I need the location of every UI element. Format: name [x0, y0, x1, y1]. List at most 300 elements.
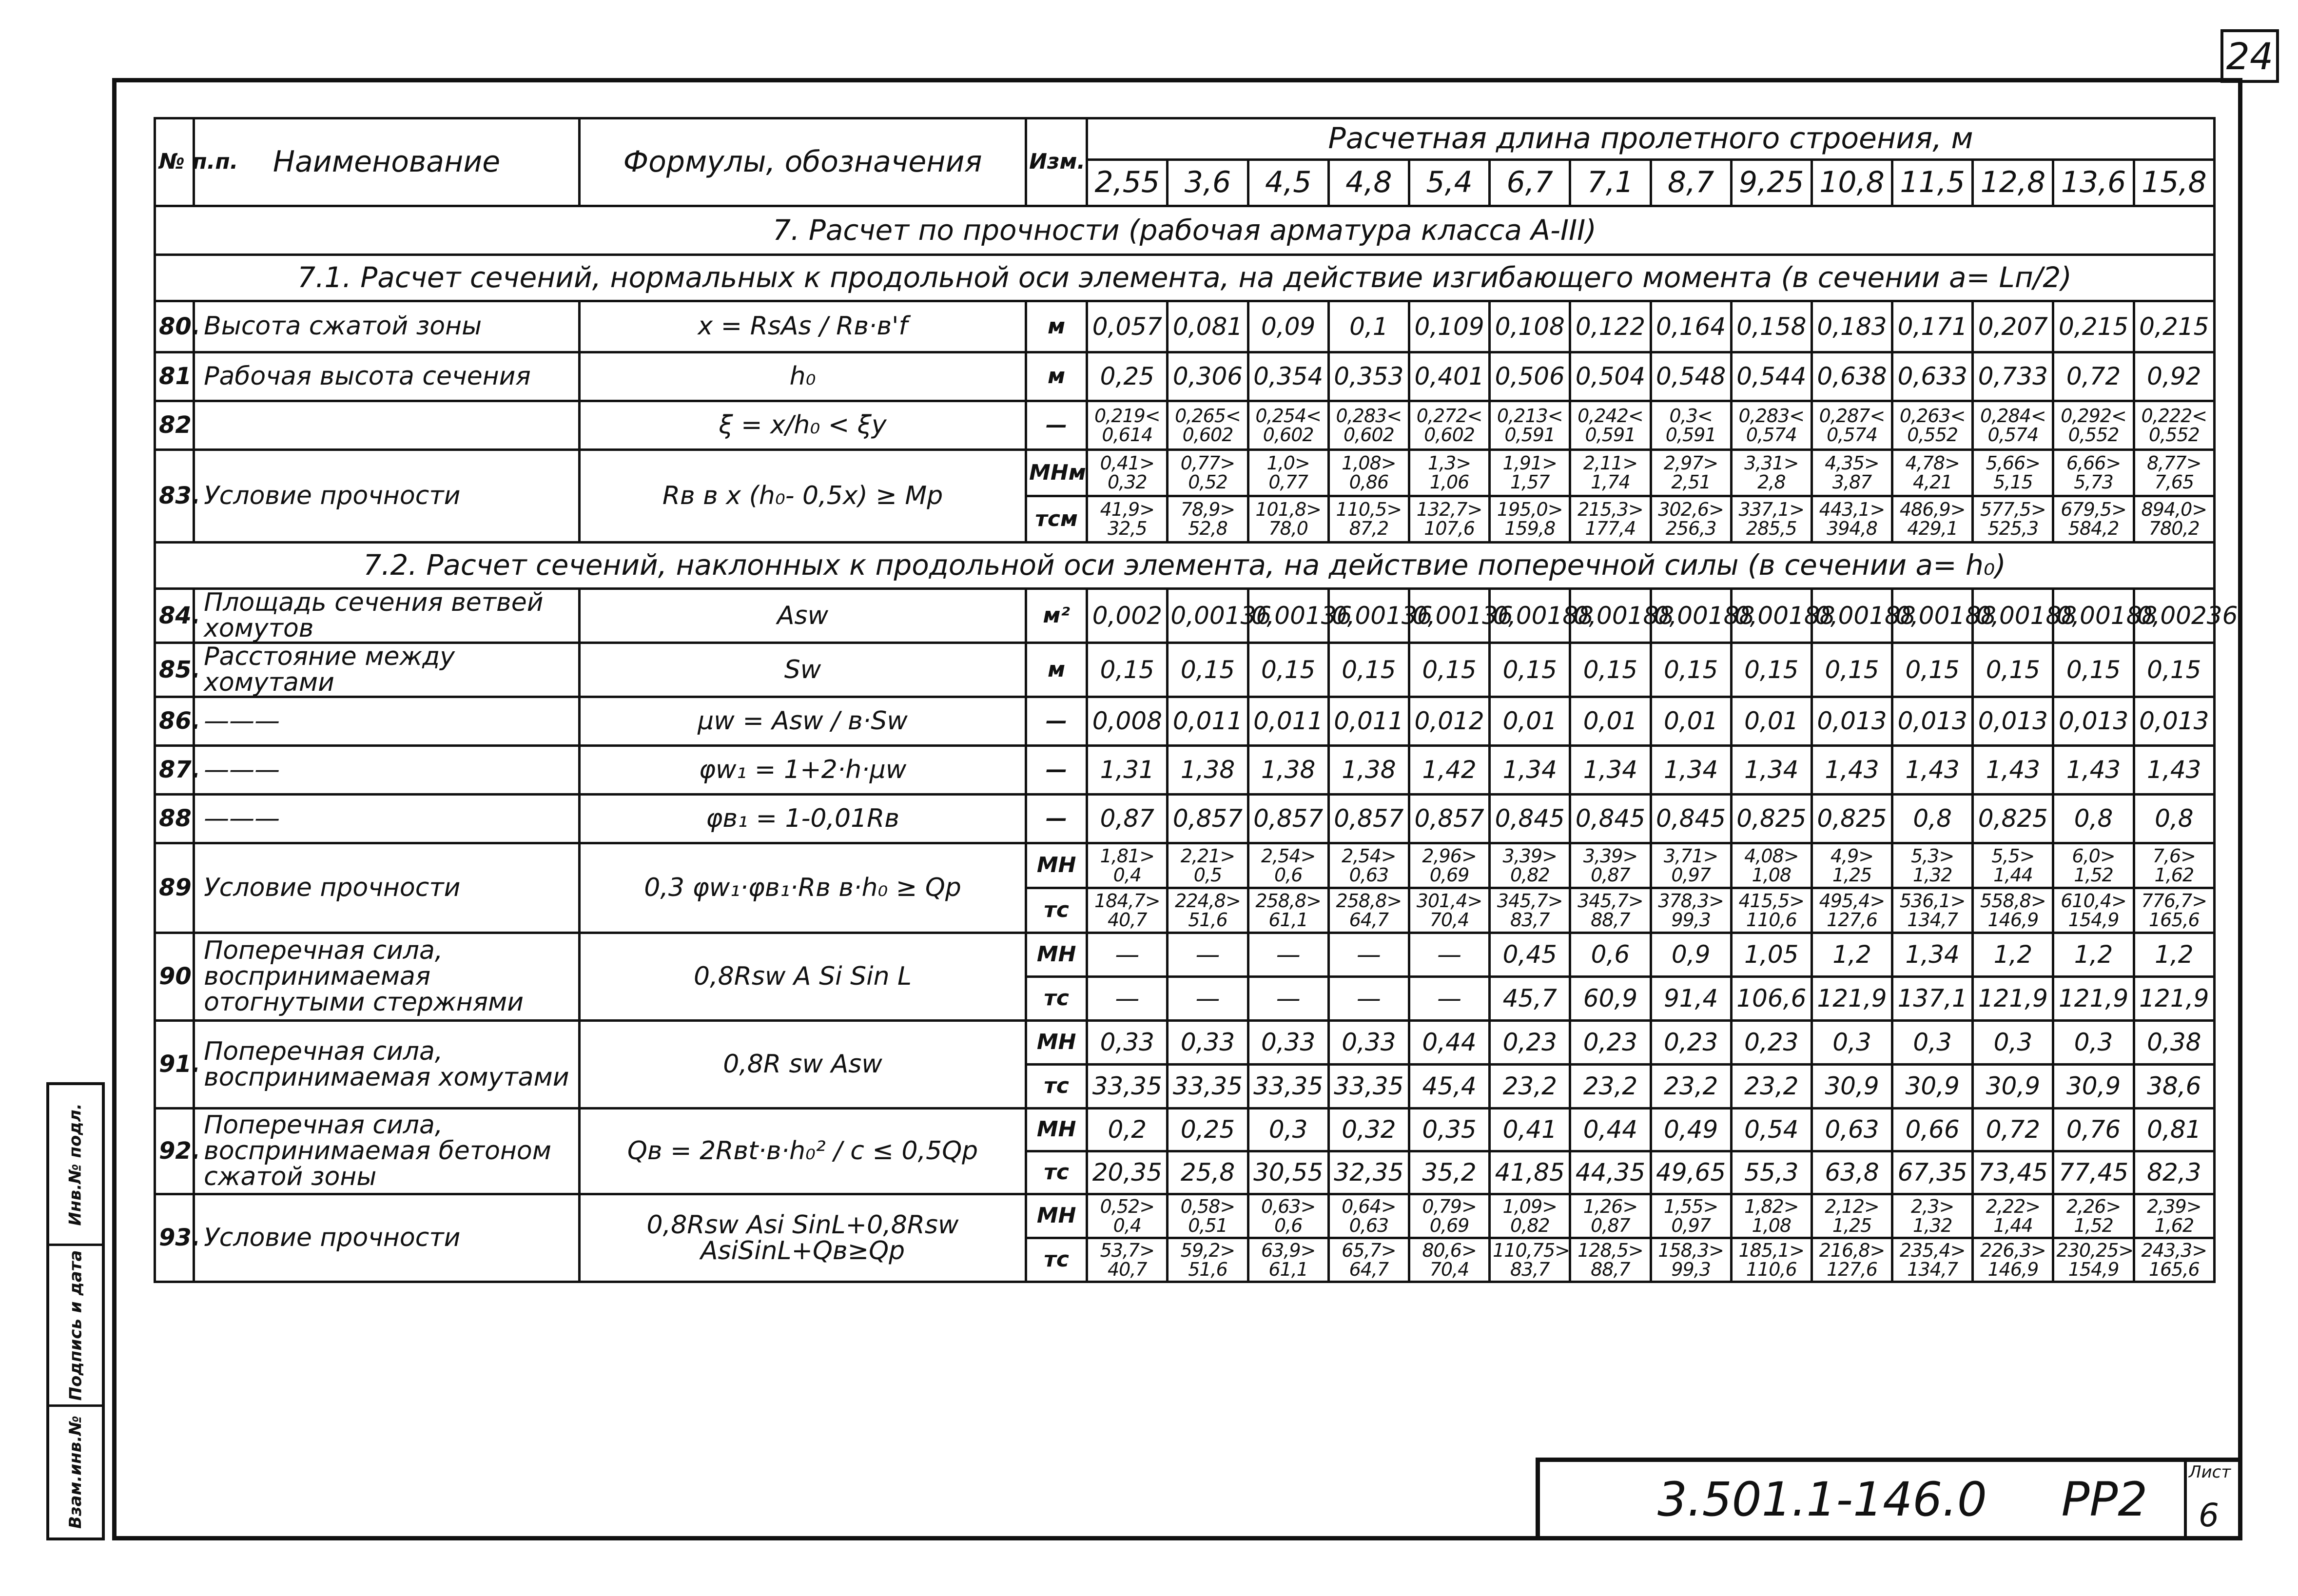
row-number: 92.	[155, 1109, 194, 1194]
value-cell: 1,26> 0,87	[1570, 1194, 1651, 1238]
header-spans-title: Расчетная длина пролетного строения, м	[1087, 118, 2215, 160]
value-cell: 1,31	[1087, 746, 1168, 795]
value-cell: 0,638	[1811, 352, 1892, 401]
value-cell: —	[1409, 977, 1489, 1021]
value-cell: 0,8	[1892, 795, 1973, 843]
value-cell: 91,4	[1651, 977, 1731, 1021]
sheet-number: 6	[2199, 1497, 2219, 1534]
section-7-title: 7. Расчет по прочности (рабочая арматура класса А-III)	[155, 206, 2215, 255]
value-cell: 0,213< 0,591	[1490, 401, 1570, 450]
value-cell: 215,3> 177,4	[1570, 496, 1651, 543]
value-cell: 0,45	[1490, 933, 1570, 977]
value-cell: 0,215	[2134, 301, 2214, 352]
value-cell: 106,6	[1731, 977, 1811, 1021]
value-cell: 0,215	[2053, 301, 2134, 352]
value-cell: 1,34	[1570, 746, 1651, 795]
row-number: 80.	[155, 301, 194, 352]
value-cell: 35,2	[1409, 1151, 1489, 1194]
value-cell: 1,2	[2053, 933, 2134, 977]
value-cell: 30,9	[2053, 1065, 2134, 1109]
value-cell: 0,23	[1570, 1021, 1651, 1065]
value-cell: 0,8	[2053, 795, 2134, 843]
value-cell: 121,9	[1973, 977, 2053, 1021]
value-cell: 0,00236	[2134, 589, 2214, 643]
value-cell: 41,85	[1490, 1151, 1570, 1194]
value-cell: 121,9	[1811, 977, 1892, 1021]
value-cell: 258,8> 61,1	[1248, 888, 1328, 933]
table-row	[155, 1194, 2215, 1238]
row-name: Условие прочности	[194, 843, 580, 933]
value-cell: 0,44	[1409, 1021, 1489, 1065]
value-cell: 0,38	[2134, 1021, 2214, 1065]
span-length: 4,8	[1328, 160, 1409, 206]
row-formula: 0,8Rsw Asi SinL+0,8Rsw AsiSinL+Qв≥Qp	[580, 1194, 1026, 1282]
sidebar-cell-inv: Инв.№ подл.	[49, 1085, 102, 1246]
span-length: 13,6	[2053, 160, 2134, 206]
value-cell: 1,42	[1409, 746, 1489, 795]
value-cell: 30,9	[1973, 1065, 2053, 1109]
value-cell: 0,183	[1811, 301, 1892, 352]
value-cell: 0,012	[1409, 697, 1489, 746]
value-cell: 0,108	[1490, 301, 1570, 352]
value-cell: 0,548	[1651, 352, 1731, 401]
row-unit: м	[1026, 643, 1087, 697]
row-name: ———	[194, 746, 580, 795]
value-cell: 0,292< 0,552	[2053, 401, 2134, 450]
row-number: 91.	[155, 1021, 194, 1109]
value-cell: 121,9	[2053, 977, 2134, 1021]
value-cell: 0,25	[1168, 1109, 1248, 1151]
value-cell: 2,3> 1,32	[1892, 1194, 1973, 1238]
table-row	[155, 301, 2215, 352]
value-cell: 0,72	[2053, 352, 2134, 401]
value-cell: 0,254< 0,602	[1248, 401, 1328, 450]
value-cell: 78,9> 52,8	[1168, 496, 1248, 543]
row-name: Рабочая высота сечения	[194, 352, 580, 401]
value-cell: 6,0> 1,52	[2053, 843, 2134, 888]
row-formula: h₀	[580, 352, 1026, 401]
row-unit: тс	[1026, 1065, 1087, 1109]
value-cell: 0,164	[1651, 301, 1731, 352]
value-cell: 33,35	[1087, 1065, 1168, 1109]
table-row	[155, 450, 2215, 496]
value-cell: 2,54> 0,63	[1328, 843, 1409, 888]
value-cell: 1,38	[1248, 746, 1328, 795]
value-cell: 0,272< 0,602	[1409, 401, 1489, 450]
value-cell: 3,71> 0,97	[1651, 843, 1731, 888]
value-cell: 23,2	[1570, 1065, 1651, 1109]
value-cell: 0,15	[1811, 643, 1892, 697]
value-cell: —	[1409, 933, 1489, 977]
value-cell: 226,3> 146,9	[1973, 1238, 2053, 1282]
row-unit: —	[1026, 795, 1087, 843]
value-cell: 0,2	[1087, 1109, 1168, 1151]
value-cell: 0,283< 0,602	[1328, 401, 1409, 450]
value-cell: 63,8	[1811, 1151, 1892, 1194]
value-cell: 2,12> 1,25	[1811, 1194, 1892, 1238]
value-cell: 0,1	[1328, 301, 1409, 352]
value-cell: 158,3> 99,3	[1651, 1238, 1731, 1282]
value-cell: 577,5> 525,3	[1973, 496, 2053, 543]
value-cell: 0,00188	[1731, 589, 1811, 643]
value-cell: 0,171	[1892, 301, 1973, 352]
value-cell: 30,9	[1811, 1065, 1892, 1109]
value-cell: 0,081	[1168, 301, 1248, 352]
row-formula: μw = Asw / в·Sw	[580, 697, 1026, 746]
value-cell: 2,21> 0,5	[1168, 843, 1248, 888]
value-cell: 101,8> 78,0	[1248, 496, 1328, 543]
page-number: 24	[2220, 29, 2279, 83]
value-cell: 44,35	[1570, 1151, 1651, 1194]
value-cell: 0,25	[1087, 352, 1168, 401]
value-cell: 2,22> 1,44	[1973, 1194, 2053, 1238]
row-formula: 0,8Rsw A Si Sin L	[580, 933, 1026, 1021]
value-cell: 110,5> 87,2	[1328, 496, 1409, 543]
value-cell: 0,845	[1651, 795, 1731, 843]
value-cell: 1,2	[1811, 933, 1892, 977]
value-cell: 0,857	[1409, 795, 1489, 843]
header-name: Наименование	[194, 118, 580, 206]
value-cell: 0,013	[2134, 697, 2214, 746]
value-cell: —	[1328, 977, 1409, 1021]
row-number: 86.	[155, 697, 194, 746]
value-cell: 23,2	[1651, 1065, 1731, 1109]
value-cell: 0,00188	[1892, 589, 1973, 643]
row-name: Условие прочности	[194, 1194, 580, 1282]
value-cell: 0,825	[1731, 795, 1811, 843]
value-cell: 1,43	[1892, 746, 1973, 795]
row-name: Условие прочности	[194, 450, 580, 543]
value-cell: 1,34	[1731, 746, 1811, 795]
value-cell: 25,8	[1168, 1151, 1248, 1194]
value-cell: 0,15	[2134, 643, 2214, 697]
value-cell: 1,81> 0,4	[1087, 843, 1168, 888]
value-cell: 0,013	[1892, 697, 1973, 746]
value-cell: 0,00136	[1328, 589, 1409, 643]
value-cell: 0,00188	[1651, 589, 1731, 643]
sidebar-cell-replace: Взам.инв.№	[66, 1416, 86, 1529]
value-cell: 80,6> 70,4	[1409, 1238, 1489, 1282]
value-cell: 7,6> 1,62	[2134, 843, 2214, 888]
value-cell: 0,506	[1490, 352, 1570, 401]
value-cell: 38,6	[2134, 1065, 2214, 1109]
row-name: Площадь сечения ветвей хомутов	[194, 589, 580, 643]
row-unit: тс	[1026, 1151, 1087, 1194]
value-cell: 0,15	[1248, 643, 1328, 697]
value-cell: 132,7> 107,6	[1409, 496, 1489, 543]
span-length: 6,7	[1490, 160, 1570, 206]
value-cell: 110,75> 83,7	[1490, 1238, 1570, 1282]
value-cell: 30,9	[1892, 1065, 1973, 1109]
value-cell: 0,00188	[1811, 589, 1892, 643]
row-formula: ξ = x/h₀ < ξy	[580, 401, 1026, 450]
value-cell: 0,66	[1892, 1109, 1973, 1151]
row-unit: тс	[1026, 977, 1087, 1021]
table-row	[155, 643, 2215, 697]
value-cell: 0,33	[1248, 1021, 1328, 1065]
row-formula: Qв = 2Rвt·в·h₀² / c ≤ 0,5Qp	[580, 1109, 1026, 1194]
table-row	[155, 1021, 2215, 1065]
row-formula: φв₁ = 1-0,01Rв	[580, 795, 1026, 843]
value-cell: 82,3	[2134, 1151, 2214, 1194]
section-7-2-title: 7.2. Расчет сечений, наклонных к продольной оси элемента, на действие поперечной силы (в сечении а= h₀)	[155, 543, 2215, 589]
table-row	[155, 697, 2215, 746]
row-name: Поперечная сила, воспринимаемая хомутами	[194, 1021, 580, 1109]
value-cell: 73,45	[1973, 1151, 2053, 1194]
value-cell: 0,15	[1328, 643, 1409, 697]
value-cell: 0,222< 0,552	[2134, 401, 2214, 450]
value-cell: 0,63> 0,6	[1248, 1194, 1328, 1238]
value-cell: —	[1248, 977, 1328, 1021]
row-number: 93.	[155, 1194, 194, 1282]
row-formula: 0,3 φw₁·φв₁·Rв в·h₀ ≥ Qp	[580, 843, 1026, 933]
span-length: 10,8	[1811, 160, 1892, 206]
row-unit: МН	[1026, 933, 1087, 977]
value-cell: 0,011	[1248, 697, 1328, 746]
value-cell: 184,7> 40,7	[1087, 888, 1168, 933]
row-formula: x = RsAs / Rв·в'f	[580, 301, 1026, 352]
row-name: Расстояние между хомутами	[194, 643, 580, 697]
value-cell: 0,401	[1409, 352, 1489, 401]
value-cell: 0,013	[2053, 697, 2134, 746]
value-cell: 0,8	[2134, 795, 2214, 843]
value-cell: 0,825	[1973, 795, 2053, 843]
value-cell: 5,5> 1,44	[1973, 843, 2053, 888]
sidebar-stamp	[46, 1082, 105, 1540]
value-cell: 536,1> 134,7	[1892, 888, 1973, 933]
value-cell: 0,284< 0,574	[1973, 401, 2053, 450]
row-number: 82	[155, 401, 194, 450]
value-cell: 0,158	[1731, 301, 1811, 352]
value-cell: 0,353	[1328, 352, 1409, 401]
row-number: 84.	[155, 589, 194, 643]
row-number: 87.	[155, 746, 194, 795]
value-cell: 6,66> 5,73	[2053, 450, 2134, 496]
value-cell: 67,35	[1892, 1151, 1973, 1194]
table-row	[155, 843, 2215, 888]
row-number: 85.	[155, 643, 194, 697]
section-row	[155, 206, 2215, 255]
value-cell: 128,5> 88,7	[1570, 1238, 1651, 1282]
value-cell: 2,39> 1,62	[2134, 1194, 2214, 1238]
value-cell: 1,08> 0,86	[1328, 450, 1409, 496]
header-num: № п.п.	[155, 118, 194, 206]
value-cell: 60,9	[1570, 977, 1651, 1021]
value-cell: 55,3	[1731, 1151, 1811, 1194]
row-unit: —	[1026, 401, 1087, 450]
row-unit: м	[1026, 352, 1087, 401]
value-cell: 0,109	[1409, 301, 1489, 352]
table-row	[155, 1109, 2215, 1151]
value-cell: 0,63	[1811, 1109, 1892, 1151]
value-cell: 1,55> 0,97	[1651, 1194, 1731, 1238]
value-cell: 0,857	[1168, 795, 1248, 843]
value-cell: 2,54> 0,6	[1248, 843, 1328, 888]
value-cell: 0,3	[1973, 1021, 2053, 1065]
table-row	[155, 933, 2215, 977]
value-cell: 495,4> 127,6	[1811, 888, 1892, 933]
value-cell: 415,5> 110,6	[1731, 888, 1811, 933]
value-cell: 216,8> 127,6	[1811, 1238, 1892, 1282]
value-cell: 0,002	[1087, 589, 1168, 643]
value-cell: 0,242< 0,591	[1570, 401, 1651, 450]
value-cell: 0,00136	[1168, 589, 1248, 643]
value-cell: 302,6> 256,3	[1651, 496, 1731, 543]
row-formula: Sw	[580, 643, 1026, 697]
value-cell: 0,87	[1087, 795, 1168, 843]
value-cell: 0,207	[1973, 301, 2053, 352]
row-name: Поперечная сила, воспринимаемая бетоном сжатой зоны	[194, 1109, 580, 1194]
value-cell: 0,64> 0,63	[1328, 1194, 1409, 1238]
value-cell: 1,43	[2134, 746, 2214, 795]
table-row	[155, 401, 2215, 450]
value-cell: 4,9> 1,25	[1811, 843, 1892, 888]
value-cell: 65,7> 64,7	[1328, 1238, 1409, 1282]
value-cell: 195,0> 159,8	[1490, 496, 1570, 543]
value-cell: 1,34	[1651, 746, 1731, 795]
value-cell: 0,6	[1570, 933, 1651, 977]
value-cell: 1,38	[1168, 746, 1248, 795]
value-cell: 0,92	[2134, 352, 2214, 401]
value-cell: 443,1> 394,8	[1811, 496, 1892, 543]
table-row	[155, 795, 2215, 843]
value-cell: 486,9> 429,1	[1892, 496, 1973, 543]
value-cell: 45,7	[1490, 977, 1570, 1021]
value-cell: 0,23	[1490, 1021, 1570, 1065]
row-formula: Asw	[580, 589, 1026, 643]
value-cell: 1,34	[1490, 746, 1570, 795]
value-cell: 558,8> 146,9	[1973, 888, 2053, 933]
value-cell: 0,825	[1811, 795, 1892, 843]
value-cell: 1,34	[1892, 933, 1973, 977]
row-name: ———	[194, 795, 580, 843]
value-cell: 30,55	[1248, 1151, 1328, 1194]
value-cell: 1,3> 1,06	[1409, 450, 1489, 496]
value-cell: 0,733	[1973, 352, 2053, 401]
value-cell: 0,008	[1087, 697, 1168, 746]
value-cell: 0,013	[1811, 697, 1892, 746]
row-name	[194, 401, 580, 450]
row-unit: —	[1026, 697, 1087, 746]
row-unit: МН	[1026, 843, 1087, 888]
row-unit: —	[1026, 746, 1087, 795]
value-cell: 33,35	[1328, 1065, 1409, 1109]
value-cell: 5,66> 5,15	[1973, 450, 2053, 496]
value-cell: 33,35	[1168, 1065, 1248, 1109]
header-row-1	[155, 118, 2215, 160]
row-name: Высота сжатой зоны	[194, 301, 580, 352]
row-unit: тсм	[1026, 496, 1087, 543]
value-cell: 0,845	[1570, 795, 1651, 843]
header-unit: Изм.	[1026, 118, 1087, 206]
row-name: ———	[194, 697, 580, 746]
value-cell: 49,65	[1651, 1151, 1731, 1194]
value-cell: 0,15	[1570, 643, 1651, 697]
value-cell: 0,00188	[1570, 589, 1651, 643]
value-cell: —	[1248, 933, 1328, 977]
value-cell: 0,54	[1731, 1109, 1811, 1151]
value-cell: 0,057	[1087, 301, 1168, 352]
value-cell: 20,35	[1087, 1151, 1168, 1194]
value-cell: 0,283< 0,574	[1731, 401, 1811, 450]
value-cell: 0,32	[1328, 1109, 1409, 1151]
value-cell: 0,00136	[1248, 589, 1328, 643]
value-cell: 0,544	[1731, 352, 1811, 401]
table-row	[155, 352, 2215, 401]
value-cell: 0,23	[1651, 1021, 1731, 1065]
value-cell: 0,013	[1973, 697, 2053, 746]
value-cell: 0,3< 0,591	[1651, 401, 1731, 450]
value-cell: 0,857	[1328, 795, 1409, 843]
value-cell: 0,306	[1168, 352, 1248, 401]
value-cell: —	[1168, 977, 1248, 1021]
span-length: 4,5	[1248, 160, 1328, 206]
value-cell: 1,0> 0,77	[1248, 450, 1328, 496]
value-cell: 0,81	[2134, 1109, 2214, 1151]
value-cell: 0,01	[1651, 697, 1731, 746]
value-cell: 2,97> 2,51	[1651, 450, 1731, 496]
value-cell: 1,09> 0,82	[1490, 1194, 1570, 1238]
span-length: 5,4	[1409, 160, 1489, 206]
span-length: 11,5	[1892, 160, 1973, 206]
value-cell: 0,41> 0,32	[1087, 450, 1168, 496]
value-cell: 1,43	[1973, 746, 2053, 795]
value-cell: 8,77> 7,65	[2134, 450, 2214, 496]
value-cell: 224,8> 51,6	[1168, 888, 1248, 933]
value-cell: 0,52> 0,4	[1087, 1194, 1168, 1238]
table-row	[155, 746, 2215, 795]
span-length: 8,7	[1651, 160, 1731, 206]
value-cell: 0,011	[1328, 697, 1409, 746]
row-unit: м²	[1026, 589, 1087, 643]
span-length: 7,1	[1570, 160, 1651, 206]
value-cell: 0,15	[1490, 643, 1570, 697]
span-length: 3,6	[1168, 160, 1248, 206]
value-cell: 0,3	[1811, 1021, 1892, 1065]
span-length: 12,8	[1973, 160, 2053, 206]
value-cell: 345,7> 83,7	[1490, 888, 1570, 933]
value-cell: 679,5> 584,2	[2053, 496, 2134, 543]
value-cell: 59,2> 51,6	[1168, 1238, 1248, 1282]
document-code: 3.501.1-146.0 РР2	[1657, 1472, 2148, 1527]
span-length: 9,25	[1731, 160, 1811, 206]
row-formula: Rв в x (h₀- 0,5x) ≥ Mp	[580, 450, 1026, 543]
value-cell: 2,96> 0,69	[1409, 843, 1489, 888]
section-7-1-title: 7.1. Расчет сечений, нормальных к продольной оси элемента, на действие изгибающего момента (в сечении а= Lп/2)	[155, 255, 2215, 301]
header-formula: Формулы, обозначения	[580, 118, 1026, 206]
value-cell: 0,41	[1490, 1109, 1570, 1151]
value-cell: 235,4> 134,7	[1892, 1238, 1973, 1282]
span-length: 15,8	[2134, 160, 2214, 206]
row-number: 88	[155, 795, 194, 843]
value-cell: 121,9	[2134, 977, 2214, 1021]
value-cell: 4,78> 4,21	[1892, 450, 1973, 496]
value-cell: 0,23	[1731, 1021, 1811, 1065]
value-cell: 1,2	[2134, 933, 2214, 977]
value-cell: 1,91> 1,57	[1490, 450, 1570, 496]
value-cell: 230,25> 154,9	[2053, 1238, 2134, 1282]
value-cell: 4,08> 1,08	[1731, 843, 1811, 888]
row-unit: тс	[1026, 888, 1087, 933]
value-cell: 894,0> 780,2	[2134, 496, 2214, 543]
value-cell: 1,05	[1731, 933, 1811, 977]
value-cell: 0,3	[2053, 1021, 2134, 1065]
value-cell: 4,35> 3,87	[1811, 450, 1892, 496]
value-cell: 0,01	[1731, 697, 1811, 746]
value-cell: 0,15	[1087, 643, 1168, 697]
value-cell: —	[1087, 933, 1168, 977]
value-cell: 0,35	[1409, 1109, 1489, 1151]
